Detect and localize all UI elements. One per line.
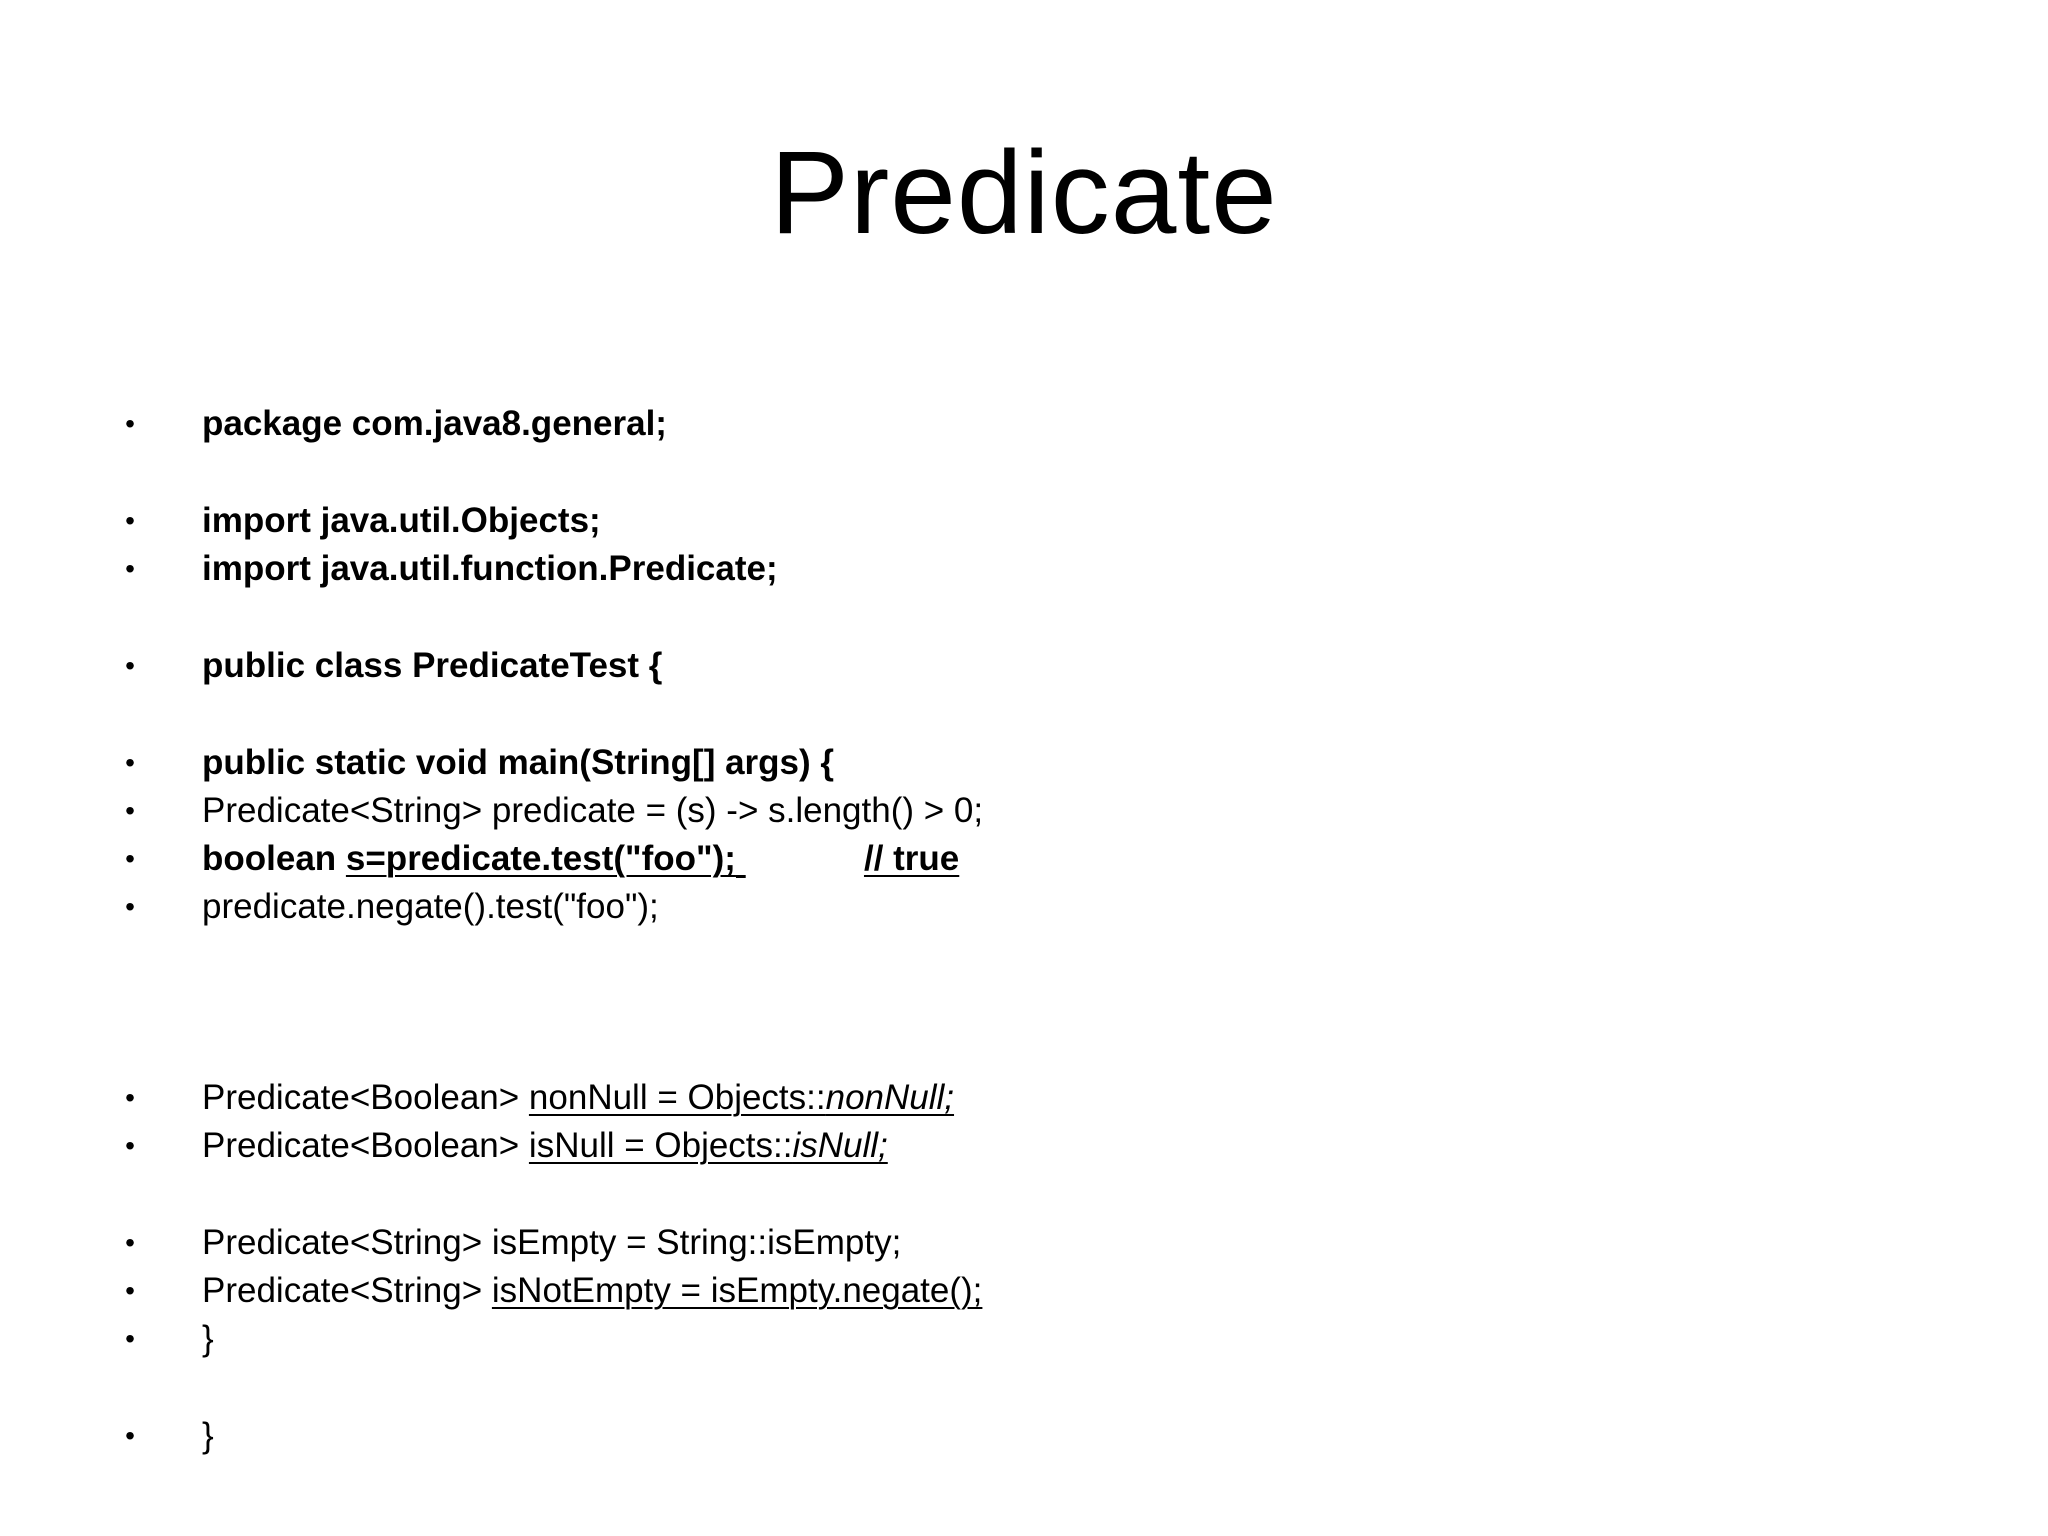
bullet: • [125, 1227, 135, 1258]
bullet: • [125, 843, 135, 874]
code-italic: nonNull; [825, 1078, 955, 1117]
code-text [202, 835, 959, 883]
code-text [202, 1122, 888, 1170]
code-underlined-text: isNull = Objects:: [528, 1126, 793, 1165]
code-text: } [202, 1416, 214, 1455]
bullet: • [125, 747, 135, 778]
code-text [202, 1074, 954, 1122]
underline-gap [736, 835, 864, 883]
code-underlined [346, 839, 959, 878]
code-text: import java.util.Objects; [202, 501, 601, 540]
code-prefix: boolean [202, 839, 346, 878]
bullet: • [125, 650, 135, 681]
bullet: • [125, 408, 135, 439]
bullet: • [125, 891, 135, 922]
code-text: package com.java8.general; [202, 404, 667, 443]
code-text: } [202, 1319, 214, 1358]
bullet: • [125, 1130, 135, 1161]
bullet: • [125, 1420, 135, 1451]
code-text: public static void main(String[] args) { [202, 743, 835, 782]
code-text: import java.util.function.Predicate; [202, 549, 778, 588]
code-text: Predicate<String> predicate = (s) -> s.length() > 0; [202, 791, 984, 830]
bullet: • [125, 1323, 135, 1354]
bullet: • [125, 505, 135, 536]
code-underlined: isNotEmpty = isEmpty.negate(); [491, 1271, 983, 1310]
code-prefix: Predicate<Boolean> [202, 1078, 529, 1117]
code-text: public class PredicateTest { [202, 646, 663, 685]
bullet: • [125, 553, 135, 584]
code-underlined-text: s=predicate.test("foo"); [345, 839, 736, 878]
code-text [202, 1267, 982, 1315]
code-comment: // true [863, 839, 960, 878]
bullet: • [125, 795, 135, 826]
code-text: predicate.negate().test("foo"); [202, 887, 659, 926]
bullet: • [125, 1082, 135, 1113]
code-underlined [529, 1126, 888, 1165]
code-prefix: Predicate<Boolean> [202, 1126, 529, 1165]
bullet: • [125, 1275, 135, 1306]
code-underlined-text: nonNull = Objects:: [528, 1078, 826, 1117]
code-prefix: Predicate<String> [202, 1271, 492, 1310]
code-italic: isNull; [792, 1126, 888, 1165]
code-underlined [529, 1078, 954, 1117]
slide-title: Predicate [770, 127, 1278, 259]
code-text: Predicate<String> isEmpty = String::isEmpty; [202, 1223, 902, 1262]
